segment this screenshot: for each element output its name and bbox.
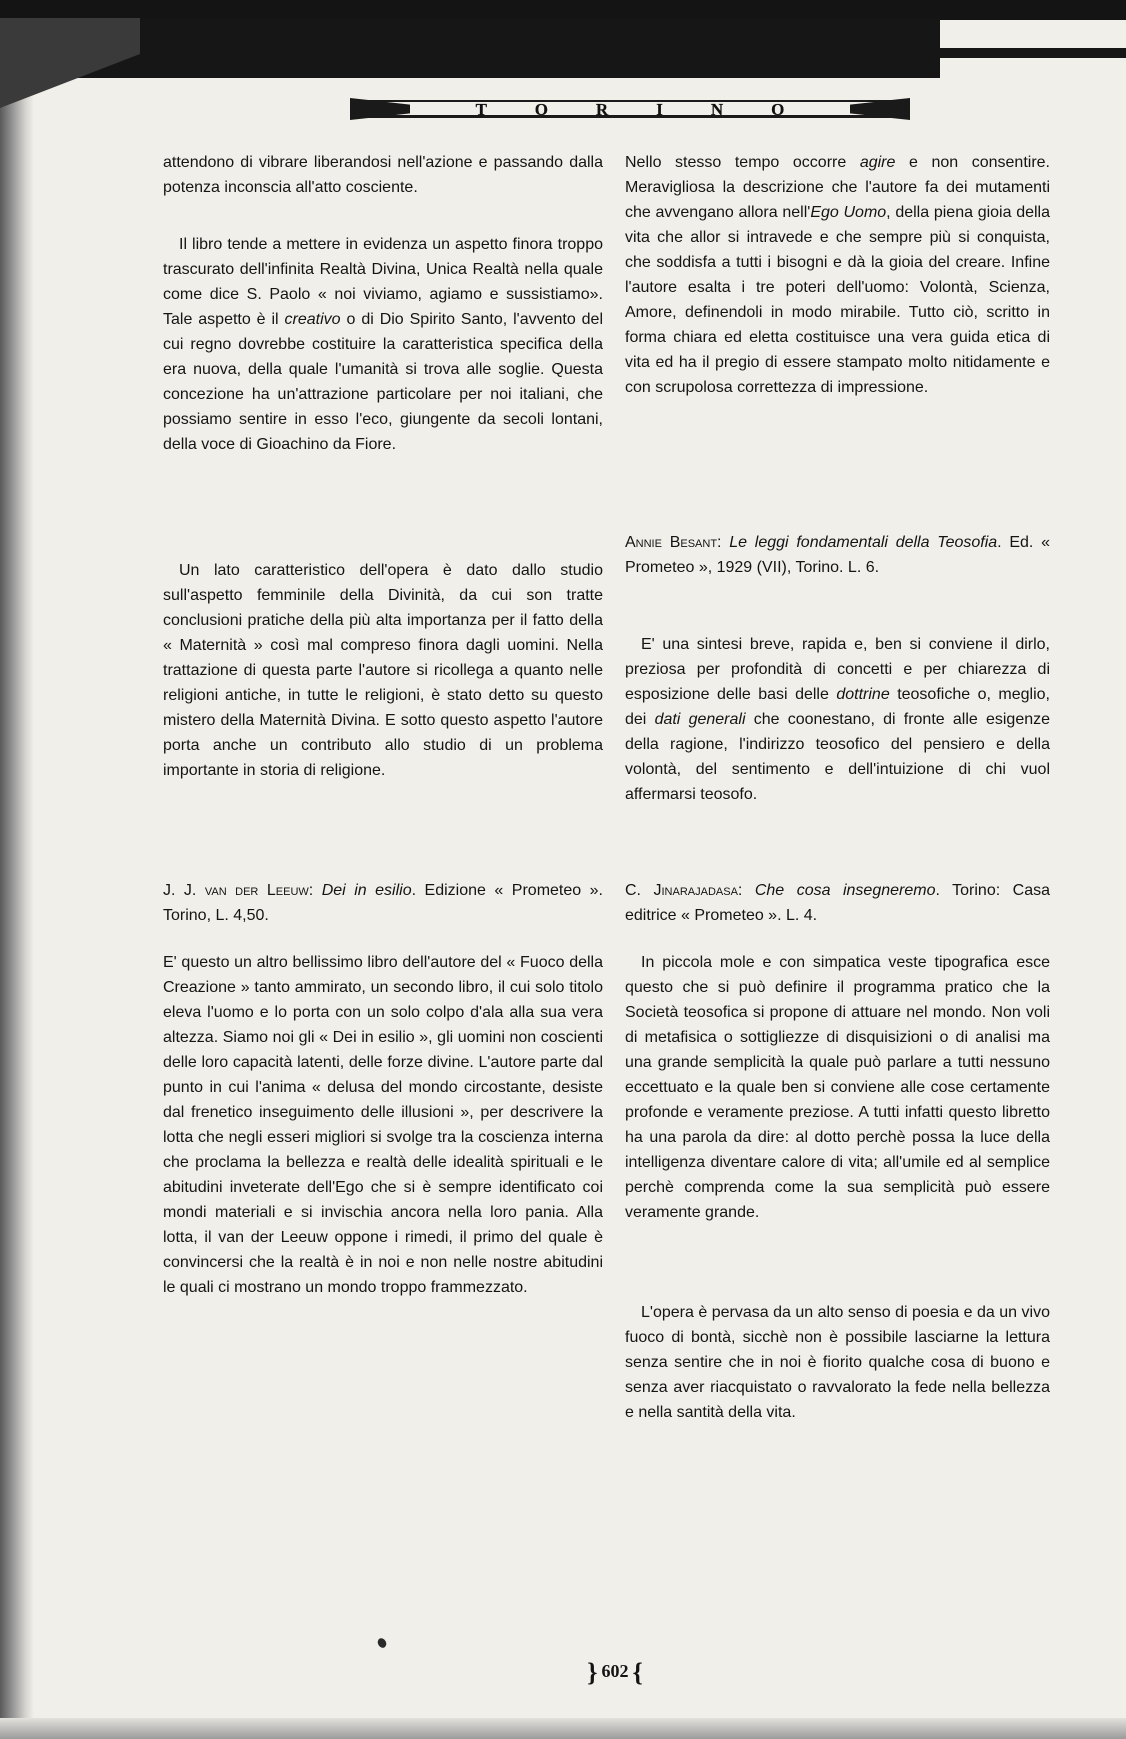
reference-text: Annie Besant: Le leggi fondamentali della Teosofia. Ed. « Prometeo », 1929 (VII), Torino. L. 6.: [625, 534, 1051, 576]
scan-edge-left: [0, 0, 34, 1739]
paragraph-text: In piccola mole e con simpatica veste tipografica esce questo che si può definire il programma pratico che la Società teosofica si propone di attuare nel mondo. Non voli di metafisica o sottigliezze di disquisizioni o di analisi ma una grande semplicità la quale può parlare a tutti nessuno eccettuato e la quale ben si conviene alle cose certamente profonde e veramente preziose. A tutti infatti questo libretto ha una parola da dire: al dotto perchè possa la luce della intelligenza diventare calore di vita; all'umile ed al semplice perchè comprenda come la sua semplicità può essere veramente grande.: [625, 954, 1050, 1221]
scan-edge-top: [0, 0, 1126, 20]
right-paragraph-3: [625, 950, 1050, 1225]
paragraph-text: attendono di vibrare liberandosi nell'azione e passando dalla potenza inconscia all'atto cosciente.: [163, 154, 603, 196]
bracket-left-icon: }: [587, 1657, 598, 1687]
paragraph-text: E' questo un altro bellissimo libro dell'autore del « Fuoco della Creazione » tanto ammirato, un secondo libro, il cui solo titolo eleva l'uomo e lo porta con un solo colpo d'ala alla sua vera altezza. Siamo noi gli « Dei in esilio », gli uomini non coscienti delle loro capacità latenti, delle forze divine. L'autore parte dal punto in cui l'anima « delusa del mondo circostante, desiste dal frenetico inseguimento delle illusioni », per descrivere la lotta che negli esseri migliori si svolge tra la coscienza interna che proclama la bellezza e realtà delle idealità spirituali e le abitudini inveterate dell'Ego che si è sempre identificato coi mondi materiali e si invischia ancora nella loro pania. Alla lotta, il van der Leeuw oppone i rimedi, il primo del quale è convincersi che la realtà è in noi e non nelle nostre abitudini le quali ci mostrano un mondo troppo frammezzato.: [163, 954, 603, 1296]
paragraph-text: Nello stesso tempo occorre agire e non consentire. Meravigliosa la descrizione che l'autore fa dei mutamenti che avvengano allora nell'Ego Uomo, della piena gioia della vita che allor si intravede e che sempre più si conquista, che soddisfa a tutti i bisogni e dà la gioia del creare. Infine l'autore esalta i tre poteri dell'uomo: Volontà, Scienza, Amore, definendoli in modo mirabile. Tutto ciò, scritto in forma chiara ed eletta costituisce una vera guida etica di vita ed ha il pregio di essere stampato molto nitidamente e con scrupolosa correttezza di impressione.: [625, 154, 1051, 396]
header-title: TORINO: [475, 100, 833, 119]
scan-dark-band: [20, 18, 940, 78]
page-number: } 602 {: [587, 1657, 643, 1687]
right-paragraph-1: [625, 150, 1050, 400]
running-header: [350, 98, 910, 124]
right-paragraph-2: [625, 632, 1050, 807]
left-paragraph-1: [163, 150, 603, 200]
bracket-right-icon: {: [632, 1657, 643, 1687]
left-paragraph-4: [163, 950, 603, 1300]
paragraph-text: Un lato caratteristico dell'opera è dato dallo studio sull'aspetto femminile della Divinità, da cui son tratte conclusioni pratiche della più alta importanza per il fatto della « Maternità » così mal compreso finora dagli uomini. Nella trattazione di questa parte l'autore si ricollega a quanto nelle religioni antiche, in tutte le religioni, è stato detto su questo mistero della Maternità Divina. E sotto questo aspetto l'autore porta anche un contributo allo studio di un problema importante in storia di religione.: [163, 562, 603, 779]
ink-speck: [376, 1637, 388, 1650]
scan-edge-bottom: [0, 1718, 1126, 1739]
reference-text: C. Jinarajadasa: Che cosa insegneremo. Torino: Casa editrice « Prometeo ». L. 4.: [625, 882, 1050, 924]
paragraph-text: Il libro tende a mettere in evidenza un aspetto finora troppo trascurato dell'infinita Realtà Divina, Unica Realtà nella quale come dice S. Paolo « noi viviamo, agiamo e sussistiamo». Tale aspetto è il creativo o di Dio Spirito Santo, l'avvento del cui regno dovrebbe costituire la caratteristica specifica della era nuova, della quale l'umanità si trova alle soglie. Questa concezione ha un'attrazione particolare per noi italiani, che possiamo sentire in esso l'eco, giungente da secoli lontani, della voce di Gioachino da Fiore.: [163, 236, 604, 453]
book-reference-van-der-leeuw: [163, 878, 603, 928]
book-reference-jinarajadasa: [625, 878, 1050, 928]
paragraph-text: L'opera è pervasa da un alto senso di poesia e da un vivo fuoco di bontà, sicchè non è possibile lasciarne la lettura senza sentire che in noi è fiorito qualche cosa di buono e senza aver riacquistato o ravvalorato la fede nella bellezza e nella santità della vita.: [625, 1304, 1050, 1421]
paragraph-text: E' una sintesi breve, rapida e, ben si conviene il dirlo, preziosa per profondità di concetti e per chiarezza di esposizione delle basi delle dottrine teosofiche o, meglio, dei dati generali che coonestano, di fronte alle esigenze della ragione, l'indirizzo teosofico del pensiero e della volontà, del sentimento e dell'intuizione di chi vuol affermarsi teosofo.: [625, 636, 1051, 803]
book-reference-besant: [625, 530, 1050, 580]
reference-text: J. J. van der Leeuw: Dei in esilio. Edizione « Prometeo ». Torino, L. 4,50.: [163, 882, 604, 924]
left-paragraph-3: [163, 558, 603, 783]
left-paragraph-2: [163, 232, 603, 457]
scan-dark-band-right: [930, 48, 1126, 58]
right-paragraph-4: [625, 1300, 1050, 1425]
